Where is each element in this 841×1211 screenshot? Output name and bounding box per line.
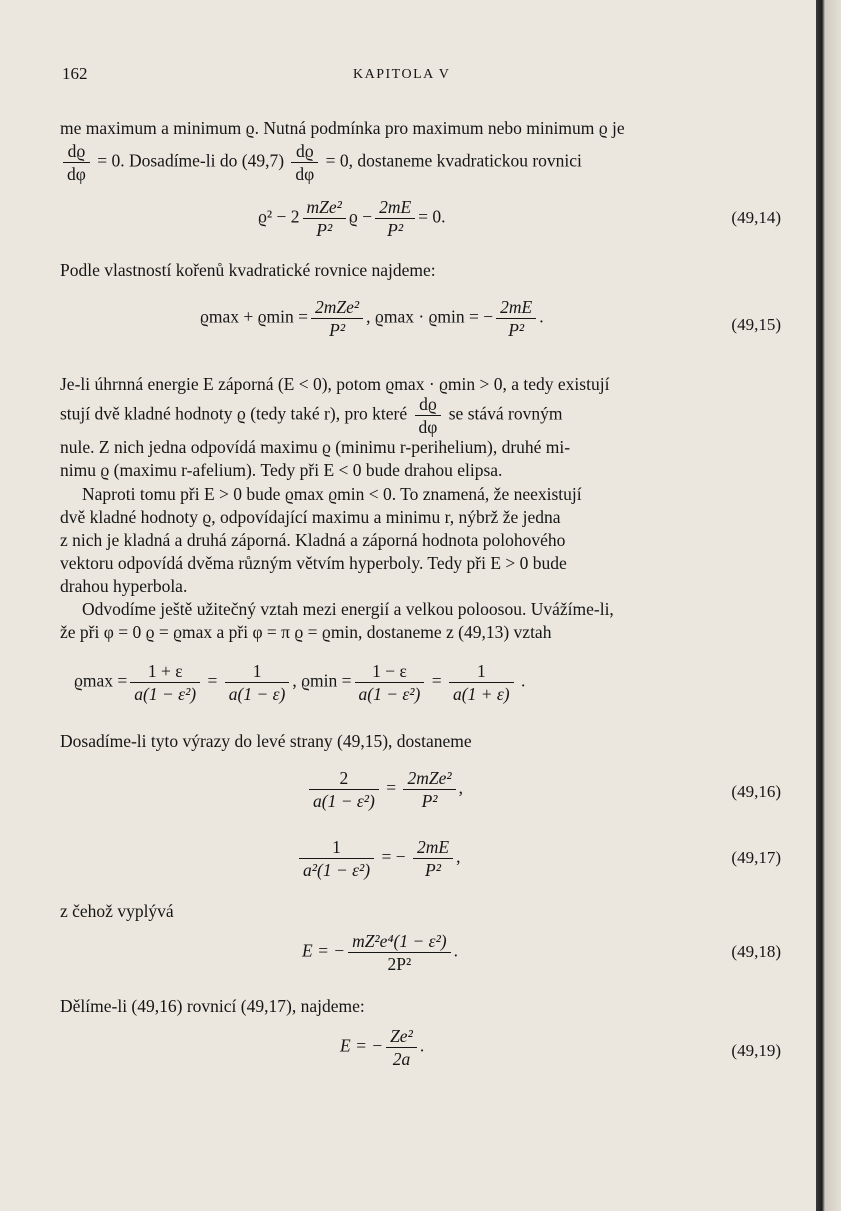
paragraph-podle: Podle vlastností kořenů kvadratické rovnice najdeme: <box>60 260 436 280</box>
equation-number-49-18: (49,18) <box>731 942 781 961</box>
line-2-text-a: = 0. Dosadíme-li do (49,7) <box>97 150 285 171</box>
text-line-naproti: Naproti tomu při E > 0 bude ϱmax ϱmin < 0. To znamená, že neexistují <box>82 484 582 504</box>
fraction-drho-dphi: $\frac{dϱ}{d\varphi}$ <box>63 140 90 185</box>
text-line-drahou: drahou hyperbola. <box>60 576 188 596</box>
line-2-text-b: = 0, dostaneme kvadratickou rovnici <box>325 150 582 171</box>
text-line-nule: nule. Z nich jedna odpovídá maximu ϱ (minimu r-perihelium), druhé mi- <box>60 437 571 457</box>
text-line-nimu: nimu ϱ (maximu r-afelium). Tedy při E < 0 bude drahou elipsa. <box>60 460 503 480</box>
text-line-dosadime: Dosadíme-li tyto výrazy do levé strany (49,15), dostaneme <box>60 731 472 751</box>
equation-49-19: E = − $\frac{\text{Ze²}}{2a}$ . <box>340 1026 425 1069</box>
fraction-drho-dphi-2: $\frac{dϱ}{d\varphi}$ <box>291 140 318 185</box>
text-line-jeli: Je-li úhrnná energie E záporná (E < 0), potom ϱmax · ϱmin > 0, a tedy existují <box>60 374 610 394</box>
text-line-zepri: že při φ = 0 ϱ = ϱmax a při φ = π ϱ = ϱmin, dostaneme z (49,13) vztah <box>60 622 552 642</box>
equation-49-15: ϱmax + ϱmin = $\frac{\text{2mZe²}}{\text{P²}}$ , ϱmax · ϱmin = − $\frac{2mE}{\text{P²}}$ . <box>200 297 544 340</box>
equation-number-49-14: (49,14) <box>731 208 781 227</box>
text-line-1: me maximum a minimum ϱ. Nutná podmínka pro maximum nebo minimum ϱ je <box>60 118 625 138</box>
line-stuji: stují dvě kladné hodnoty ϱ (tedy také r), pro které $\frac{dϱ}{d\varphi}$ se stává rovným <box>60 394 563 437</box>
equation-number-49-17: (49,17) <box>731 848 781 867</box>
equation-rho-max-min: ϱmax = $\frac{1 + \varepsilon}{\text{a(1 − ε²)}}$ = $\frac{1}{a(1 - \varepsilon)}$ , ϱmin = $\frac{1 - \varepsilon}{\text{a(1 − ε²)}}$ = $\frac{1}{a(1 + \varepsilon)}$ . <box>74 661 526 704</box>
running-head: KAPITOLA V <box>353 67 451 82</box>
text-line-delime: Dělíme-li (49,16) rovnicí (49,17), najdeme: <box>60 996 365 1016</box>
page-number: 162 <box>62 64 88 83</box>
equation-49-14: ϱ² − 2 $\frac{\text{mZe²}}{\text{P²}}$ ϱ − $\frac{2mE}{\text{P²}}$ = 0. <box>258 197 446 240</box>
text-line-znich: z nich je kladná a druhá záporná. Kladná a záporná hodnota polohového <box>60 530 566 550</box>
fraction-drho-dphi-3: $\frac{dϱ}{d\varphi}$ <box>415 393 442 438</box>
line-2 <box>60 140 582 185</box>
text-line-zcehoz: z čehož vyplývá <box>60 901 174 921</box>
text-line-dve: dvě kladné hodnoty ϱ, odpovídající maximu a minimu r, nýbrž že jedna <box>60 507 561 527</box>
text-line-vektoru: vektoru odpovídá dvěma různým větvím hyperboly. Tedy při E > 0 bude <box>60 553 567 573</box>
equation-number-49-16: (49,16) <box>731 782 781 801</box>
equation-49-17: $\frac{1}{\text{a²(1 − ε²)}}$ = − $\frac{2mE}{\text{P²}}$ , <box>296 836 460 881</box>
equation-number-49-15: (49,15) <box>731 315 781 334</box>
equation-49-16: $\frac{2}{\text{a(1 − ε²)}}$ = $\frac{\text{2mZe²}}{\text{P²}}$ , <box>306 767 463 812</box>
equation-49-18: E = − $\frac{\text{mZ²e⁴(1 − ε²)}}{\text{2P²}}$ . <box>302 931 459 974</box>
equation-number-49-19: (49,19) <box>731 1041 781 1060</box>
text-line-odvodime: Odvodíme ještě užitečný vztah mezi energií a velkou poloosou. Uvážíme-li, <box>82 599 614 619</box>
page-edge-shadow <box>816 0 841 1211</box>
